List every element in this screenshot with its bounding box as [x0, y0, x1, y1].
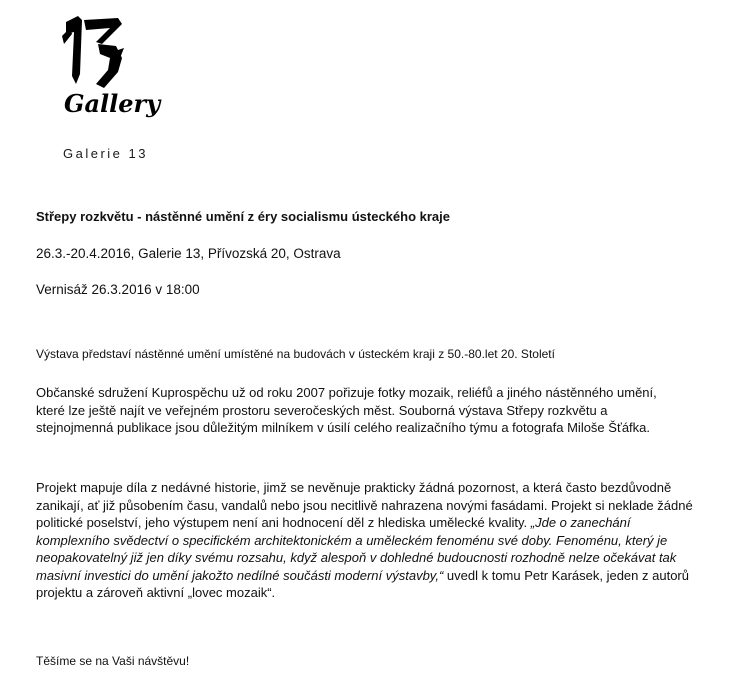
gallery-name: Galerie 13 [63, 146, 148, 161]
gallery-13-logo-icon [60, 14, 161, 124]
paragraph-2-quote: „Jde o zanechání komplexního svědectví o specifickém architektonickém a uměleckém fenoménu své doby. Fenoménu, který je neopakovatelný již jen díky svému rozsahu, když alespoň v dohledné budoucnosti rozhodně nelze očekávat tak masivní investici do umění jakožto nedílné součásti moderní výstavby,“ [36, 515, 677, 583]
exhibition-opening: Vernisáž 26.3.2016 v 18:00 [36, 282, 200, 297]
logo-script-word: Gallery [64, 89, 161, 118]
paragraph-2 [36, 479, 696, 602]
gallery-13-logo [60, 14, 161, 124]
paragraph-2-tail: uvedl k tomu Petr Karásek, jeden z autorů projektu a zároveň aktivní „lovec mozaik“. [36, 567, 689, 600]
exhibition-dates-location: 26.3.-20.4.2016, Galerie 13, Přívozská 20, Ostrava [36, 246, 341, 261]
paragraph-1: Občanské sdružení Kuprospěchu už od roku 2007 pořizuje fotky mozaik, reliéfů a jiného nástěnného umění, které lze ještě najít ve veřejném prostoru severočeských měst. Souborná výstava Střepy rozkvětu a stejnojmenná publikace jsou důležitým milníkem v úsilí celého realizačního týmu a fotografa Miloše Šťáfka. [36, 385, 657, 435]
intro-text: Výstava představí nástěnné umění umístěné na budovách v ústeckém kraji z 50.-80.let 20. Století [36, 347, 555, 361]
paragraph-2-lead: Projekt mapuje díla z nedávné historie, jimž se nevěnuje prakticky žádná pozornost, a která často bezdůvodně zanikají, ať již působením času, vandalů nebo jsou necitlivě nahrazena novými fasádami. Projekt si neklade žádné politické poselství, jeho výstupem není ani hodnocení děl z hlediska umělecké kvality. [36, 480, 693, 530]
closing-text: Těšíme se na Vaši návštěvu! [36, 654, 190, 668]
exhibition-title: Střepy rozkvětu - nástěnné umění z éry socialismu ústeckého kraje [36, 209, 450, 224]
